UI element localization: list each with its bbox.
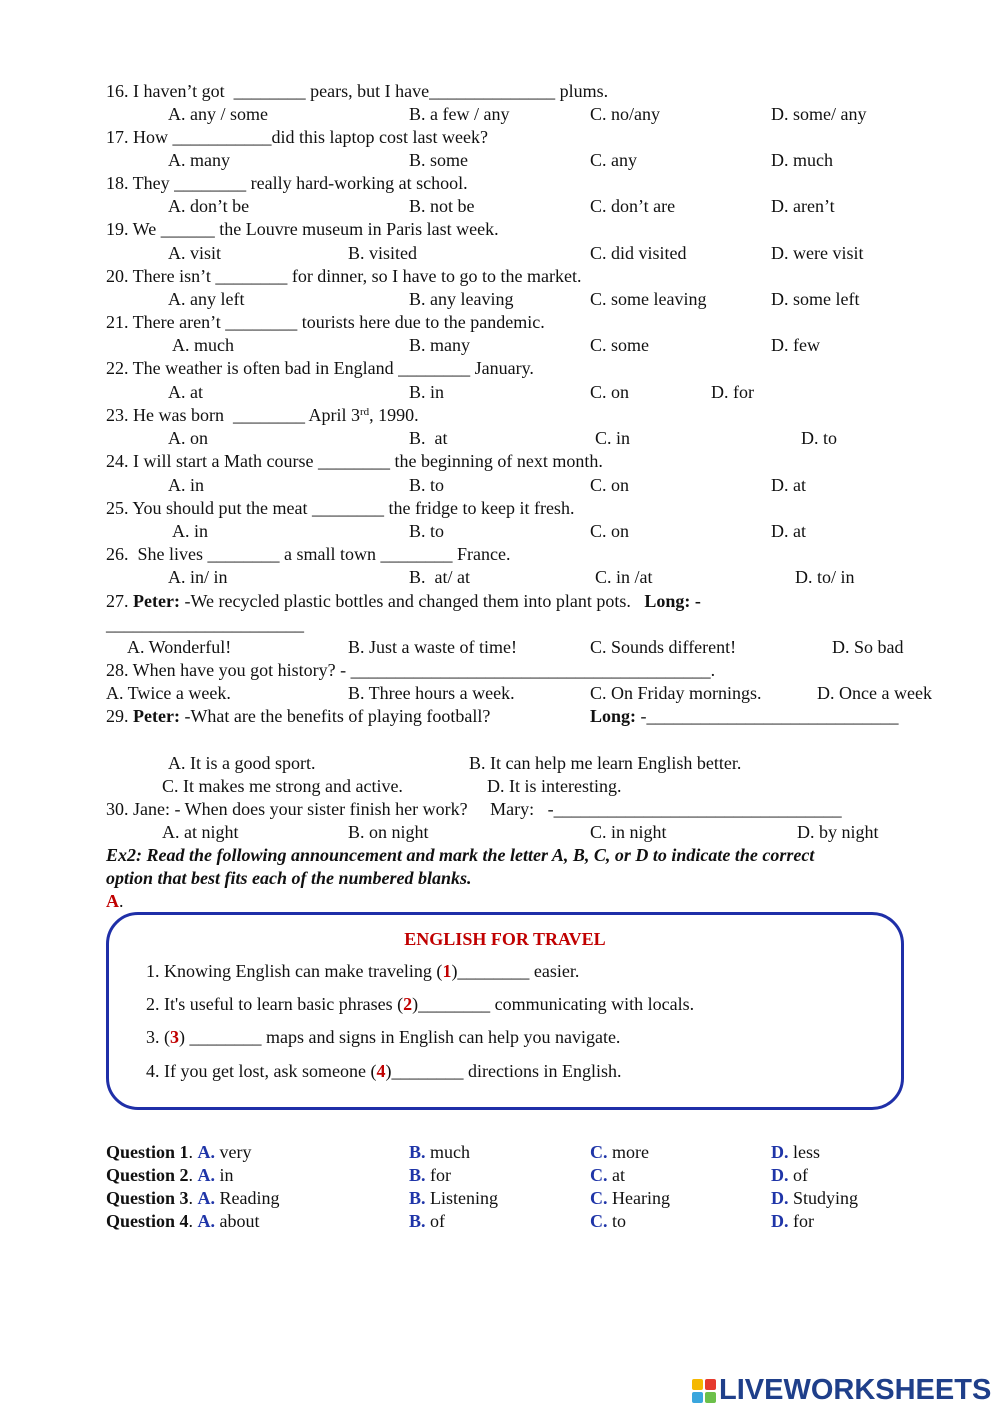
- question-23-stem: 23. He was born ________ April 3rd, 1990.: [106, 405, 419, 425]
- q28-option-b[interactable]: B. Three hours a week.: [348, 683, 515, 703]
- q23-option-b[interactable]: B. at: [409, 428, 448, 448]
- q16-option-d[interactable]: D. some/ any: [771, 104, 867, 124]
- q28-option-a[interactable]: A. Twice a week.: [106, 683, 231, 703]
- ex2-q4-option-d[interactable]: D. for: [771, 1211, 814, 1231]
- ex2-q2-option-c[interactable]: C. at: [590, 1165, 625, 1185]
- q17-option-d[interactable]: D. much: [771, 150, 833, 170]
- q25-option-b[interactable]: B. to: [409, 521, 445, 541]
- ex2-section-marker: A.: [106, 891, 124, 911]
- q18-option-a[interactable]: A. don’t be: [168, 196, 250, 216]
- q29-option-b[interactable]: B. It can help me learn English better.: [469, 753, 742, 773]
- announcement-item-1: 1. Knowing English can make traveling (1)________ easier.: [146, 961, 580, 981]
- ex2-instruction-line-2: option that best fits each of the numbered blanks.: [106, 868, 472, 888]
- question-17-stem: 17. How ___________did this laptop cost last week?: [106, 127, 488, 147]
- announcement-item-2: 2. It's useful to learn basic phrases (2)________ communicating with locals.: [146, 994, 695, 1014]
- q26-option-b[interactable]: B. at/ at: [409, 567, 470, 587]
- question-26-stem: 26. She lives ________ a small town ________ France.: [106, 544, 511, 564]
- q23-option-a[interactable]: A. on: [168, 428, 208, 448]
- ex2-q3-option-c[interactable]: C. Hearing: [590, 1188, 670, 1208]
- q27-option-b[interactable]: B. Just a waste of time!: [348, 637, 517, 657]
- ex2-q2-option-b[interactable]: B. for: [409, 1165, 452, 1185]
- q30-option-c[interactable]: C. in night: [590, 822, 667, 842]
- q29-option-c[interactable]: C. It makes me strong and active.: [162, 776, 403, 796]
- q30-option-d[interactable]: D. by night: [797, 822, 879, 842]
- q19-option-a[interactable]: A. visit: [168, 243, 222, 263]
- q27-option-c[interactable]: C. Sounds different!: [590, 637, 737, 657]
- q27-option-a[interactable]: A. Wonderful!: [127, 637, 232, 657]
- liveworksheets-logo: [692, 1374, 991, 1407]
- q16-option-c[interactable]: C. no/any: [590, 104, 660, 124]
- question-21-stem: 21. There aren’t ________ tourists here due to the pandemic.: [106, 312, 545, 332]
- ex2-question-2-label: Question 2. A. in: [106, 1165, 234, 1185]
- q17-option-a[interactable]: A. many: [168, 150, 230, 170]
- liveworksheets-logo-icon: [692, 1379, 716, 1403]
- question-30-stem: 30. Jane: - When does your sister finish her work? Mary: -________________________________: [106, 799, 842, 819]
- q22-option-d[interactable]: D. for: [711, 382, 754, 402]
- question-25-stem: 25. You should put the meat ________ the fridge to keep it fresh.: [106, 498, 575, 518]
- q24-option-a[interactable]: A. in: [168, 475, 204, 495]
- ex2-question-4-label: Question 4. A. about: [106, 1211, 260, 1231]
- liveworksheets-logo-text: LIVEWORKSHEETS: [719, 1374, 992, 1406]
- q25-option-d[interactable]: D. at: [771, 521, 806, 541]
- question-29-stem: 29. Peter: -What are the benefits of playing football?: [106, 706, 491, 726]
- q19-option-d[interactable]: D. were visit: [771, 243, 864, 263]
- ex2-q3-option-b[interactable]: B. Listening: [409, 1188, 499, 1208]
- question-28-stem: 28. When have you got history? - ________________________________________.: [106, 660, 716, 680]
- q20-option-a[interactable]: A. any left: [168, 289, 245, 309]
- announcement-item-3: 3. (3) ________ maps and signs in English can help you navigate.: [146, 1027, 621, 1047]
- ex2-q2-option-d[interactable]: D. of: [771, 1165, 808, 1185]
- question-20-stem: 20. There isn’t ________ for dinner, so I have to go to the market.: [106, 266, 582, 286]
- q22-option-c[interactable]: C. on: [590, 382, 630, 402]
- q22-option-a[interactable]: A. at: [168, 382, 203, 402]
- ex2-question-3-label: Question 3. A. Reading: [106, 1188, 280, 1208]
- q28-option-c[interactable]: C. On Friday mornings.: [590, 683, 762, 703]
- announcement-box: [106, 912, 904, 1110]
- question-16-stem: 16. I haven’t got ________ pears, but I have______________ plums.: [106, 81, 609, 101]
- q24-option-d[interactable]: D. at: [771, 475, 806, 495]
- q21-option-d[interactable]: D. few: [771, 335, 820, 355]
- ex2-q1-option-d[interactable]: D. less: [771, 1142, 820, 1162]
- ex2-q1-option-b[interactable]: B. much: [409, 1142, 471, 1162]
- q20-option-b[interactable]: B. any leaving: [409, 289, 514, 309]
- q29-option-a[interactable]: A. It is a good sport.: [168, 753, 316, 773]
- question-27-stem: 27. Peter: -We recycled plastic bottles and changed them into plant pots. Long: -: [106, 591, 701, 611]
- q16-option-a[interactable]: A. any / some: [168, 104, 268, 124]
- q22-option-b[interactable]: B. in: [409, 382, 445, 402]
- q30-option-a[interactable]: A. at night: [162, 822, 239, 842]
- q26-option-a[interactable]: A. in/ in: [168, 567, 228, 587]
- q24-option-b[interactable]: B. to: [409, 475, 445, 495]
- q30-option-b[interactable]: B. on night: [348, 822, 429, 842]
- question-22-stem: 22. The weather is often bad in England ________ January.: [106, 358, 534, 378]
- q29-option-d[interactable]: D. It is interesting.: [487, 776, 622, 796]
- question-19-stem: 19. We ______ the Louvre museum in Paris last week.: [106, 219, 499, 239]
- ex2-question-1-label: Question 1. A. very: [106, 1142, 252, 1162]
- q21-option-a[interactable]: A. much: [172, 335, 234, 355]
- q23-option-d[interactable]: D. to: [801, 428, 837, 448]
- q19-option-c[interactable]: C. did visited: [590, 243, 687, 263]
- q27-option-d[interactable]: D. So bad: [832, 637, 904, 657]
- q24-option-c[interactable]: C. on: [590, 475, 630, 495]
- question-27-blank[interactable]: ______________________: [106, 614, 304, 634]
- q25-option-a[interactable]: A. in: [172, 521, 208, 541]
- q23-option-c[interactable]: C. in: [595, 428, 631, 448]
- q25-option-c[interactable]: C. on: [590, 521, 630, 541]
- q18-option-b[interactable]: B. not be: [409, 196, 475, 216]
- ex2-instruction-line-1: Ex2: Read the following announcement and mark the letter A, B, C, or D to indicate the correct: [106, 845, 815, 865]
- ex2-q4-option-b[interactable]: B. of: [409, 1211, 446, 1231]
- question-18-stem: 18. They ________ really hard-working at school.: [106, 173, 468, 193]
- q28-option-d[interactable]: D. Once a week: [817, 683, 932, 703]
- question-24-stem: 24. I will start a Math course ________ the beginning of next month.: [106, 451, 603, 471]
- q18-option-c[interactable]: C. don’t are: [590, 196, 676, 216]
- q26-option-d[interactable]: D. to/ in: [795, 567, 855, 587]
- q21-option-c[interactable]: C. some: [590, 335, 650, 355]
- q26-option-c[interactable]: C. in /at: [595, 567, 653, 587]
- q20-option-d[interactable]: D. some left: [771, 289, 860, 309]
- ex2-q3-option-d[interactable]: D. Studying: [771, 1188, 859, 1208]
- announcement-item-4: 4. If you get lost, ask someone (4)________ directions in English.: [146, 1061, 622, 1081]
- q19-option-b[interactable]: B. visited: [348, 243, 418, 263]
- announcement-title: ENGLISH FOR TRAVEL: [404, 929, 606, 949]
- ex2-q1-option-c[interactable]: C. more: [590, 1142, 649, 1162]
- q17-option-b[interactable]: B. some: [409, 150, 469, 170]
- q21-option-b[interactable]: B. many: [409, 335, 470, 355]
- q20-option-c[interactable]: C. some leaving: [590, 289, 707, 309]
- ex2-q4-option-c[interactable]: C. to: [590, 1211, 627, 1231]
- question-29-answer-line[interactable]: Long: -____________________________: [590, 706, 899, 726]
- q17-option-c[interactable]: C. any: [590, 150, 637, 170]
- q16-option-b[interactable]: B. a few / any: [409, 104, 510, 124]
- q18-option-d[interactable]: D. aren’t: [771, 196, 835, 216]
